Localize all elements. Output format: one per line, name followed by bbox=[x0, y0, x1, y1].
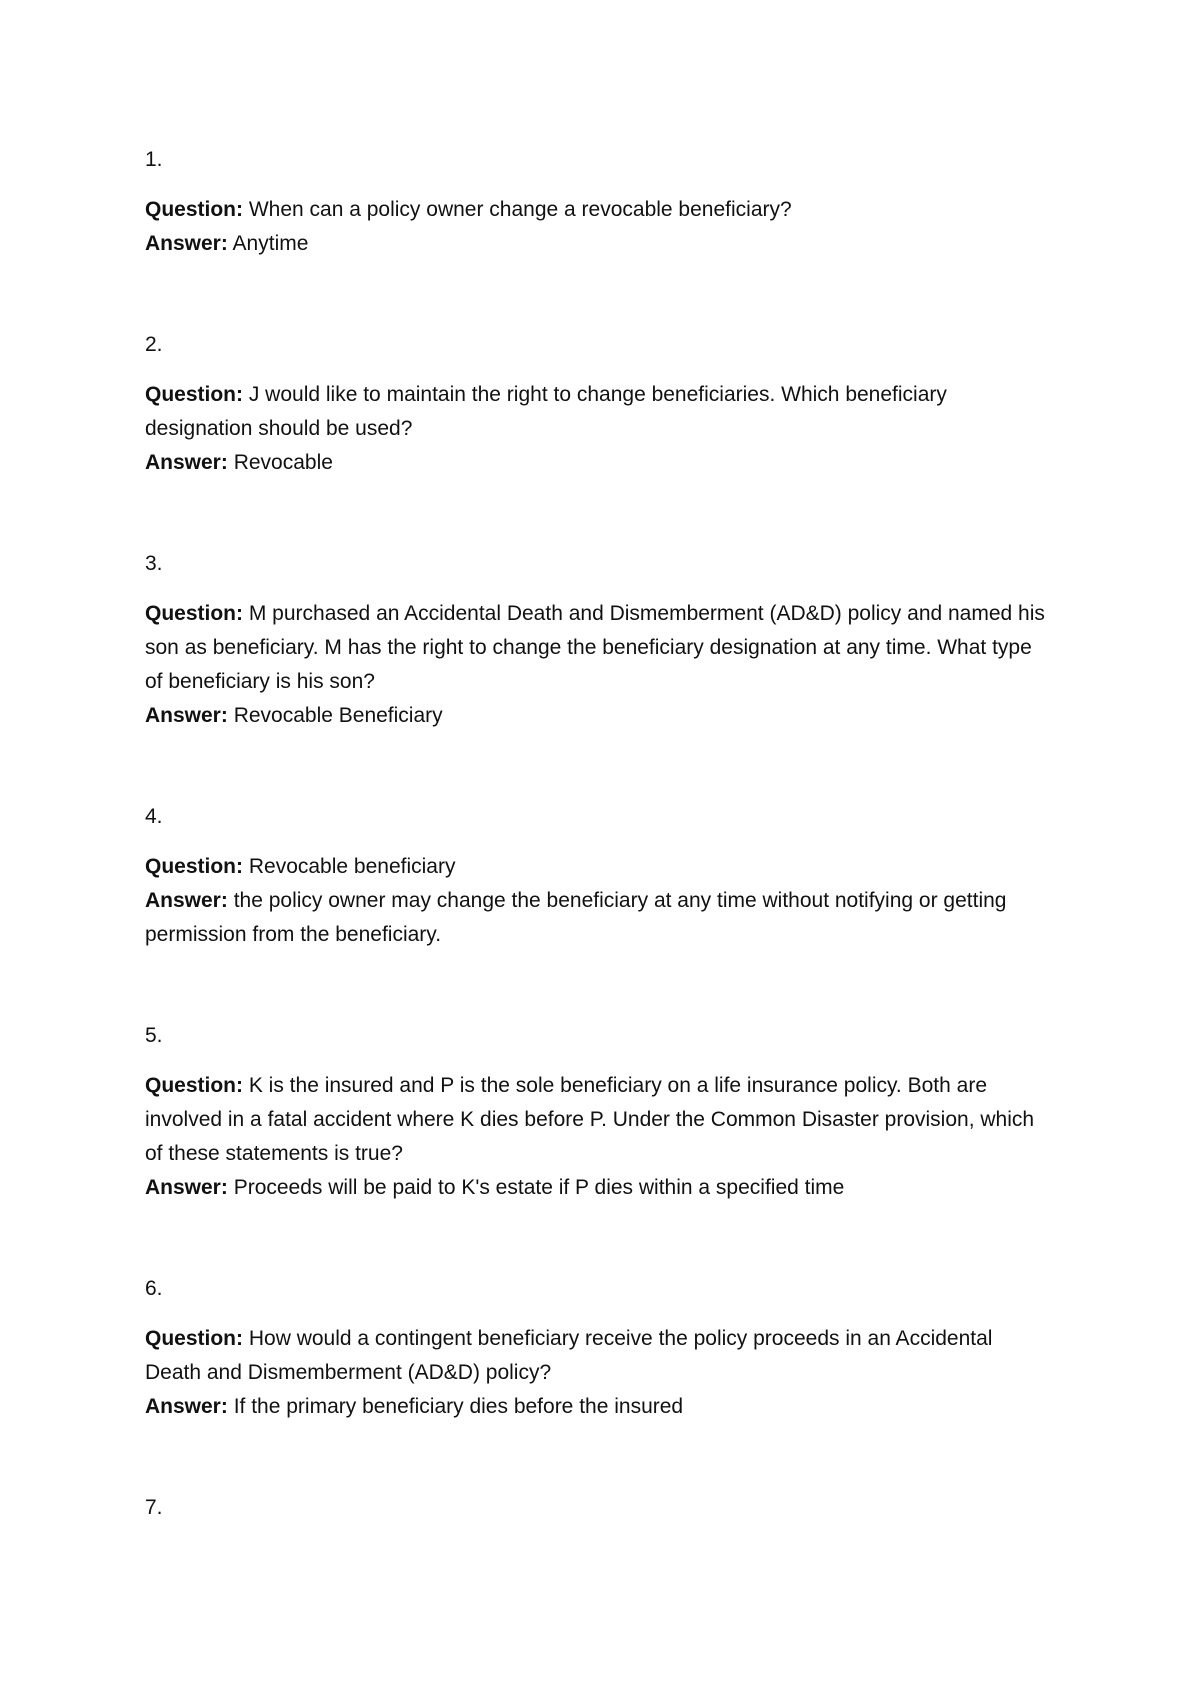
answer-label: Answer: bbox=[145, 889, 228, 912]
question-line bbox=[145, 193, 1045, 227]
item-number: 7. bbox=[145, 1496, 163, 1519]
answer-line bbox=[145, 884, 1045, 952]
qa-item-6 bbox=[145, 1272, 1045, 1424]
answer-line bbox=[145, 1390, 1045, 1424]
answer-line bbox=[145, 699, 1045, 733]
question-label: Question: bbox=[145, 602, 243, 625]
answer-label: Answer: bbox=[145, 1176, 228, 1199]
answer-text: Proceeds will be paid to K's estate if P dies within a specified time bbox=[233, 1176, 845, 1199]
question-label: Question: bbox=[145, 1327, 243, 1350]
question-text: J would like to maintain the right to change beneficiaries. Which beneficiary designation should be used? bbox=[145, 383, 947, 440]
item-number: 1. bbox=[145, 148, 163, 171]
qa-item-1 bbox=[145, 143, 1045, 261]
qa-item-4 bbox=[145, 800, 1045, 952]
question-text: When can a policy owner change a revocable beneficiary? bbox=[248, 198, 792, 221]
question-label: Question: bbox=[145, 198, 243, 221]
question-text: How would a contingent beneficiary receive the policy proceeds in an Accidental Death and Dismemberment (AD&D) policy? bbox=[145, 1327, 993, 1384]
question-line bbox=[145, 378, 1045, 446]
question-line bbox=[145, 850, 1045, 884]
qa-item-7 bbox=[145, 1491, 1045, 1541]
question-label: Question: bbox=[145, 1074, 243, 1097]
answer-line bbox=[145, 227, 1045, 261]
question-line bbox=[145, 597, 1045, 699]
qa-item-2 bbox=[145, 328, 1045, 480]
answer-text: Revocable Beneficiary bbox=[233, 704, 443, 727]
answer-text: the policy owner may change the beneficiary at any time without notifying or getting permission from the beneficiary. bbox=[145, 889, 1007, 946]
item-number: 5. bbox=[145, 1024, 163, 1047]
item-number: 2. bbox=[145, 333, 163, 356]
answer-line bbox=[145, 446, 1045, 480]
answer-text: Anytime bbox=[232, 232, 309, 255]
question-text: Revocable beneficiary bbox=[248, 855, 456, 878]
question-text: K is the insured and P is the sole beneficiary on a life insurance policy. Both are involved in a fatal accident where K dies before P. Under the Common Disaster provision, which of these statements is true? bbox=[145, 1074, 1035, 1165]
qa-item-3 bbox=[145, 547, 1045, 733]
answer-label: Answer: bbox=[145, 704, 228, 727]
answer-label: Answer: bbox=[145, 232, 228, 255]
question-line bbox=[145, 1322, 1045, 1390]
answer-text: Revocable bbox=[233, 451, 333, 474]
qa-item-5 bbox=[145, 1019, 1045, 1205]
question-text: M purchased an Accidental Death and Dismemberment (AD&D) policy and named his son as beneficiary. M has the right to change the beneficiary designation at any time. What type of beneficiary is his son? bbox=[145, 602, 1045, 693]
item-number: 6. bbox=[145, 1277, 163, 1300]
answer-line bbox=[145, 1171, 1045, 1205]
question-label: Question: bbox=[145, 855, 243, 878]
item-number: 3. bbox=[145, 552, 163, 575]
answer-text: If the primary beneficiary dies before the insured bbox=[233, 1395, 684, 1418]
answer-label: Answer: bbox=[145, 451, 228, 474]
question-label: Question: bbox=[145, 383, 243, 406]
question-line bbox=[145, 1069, 1045, 1171]
answer-label: Answer: bbox=[145, 1395, 228, 1418]
item-number: 4. bbox=[145, 805, 163, 828]
